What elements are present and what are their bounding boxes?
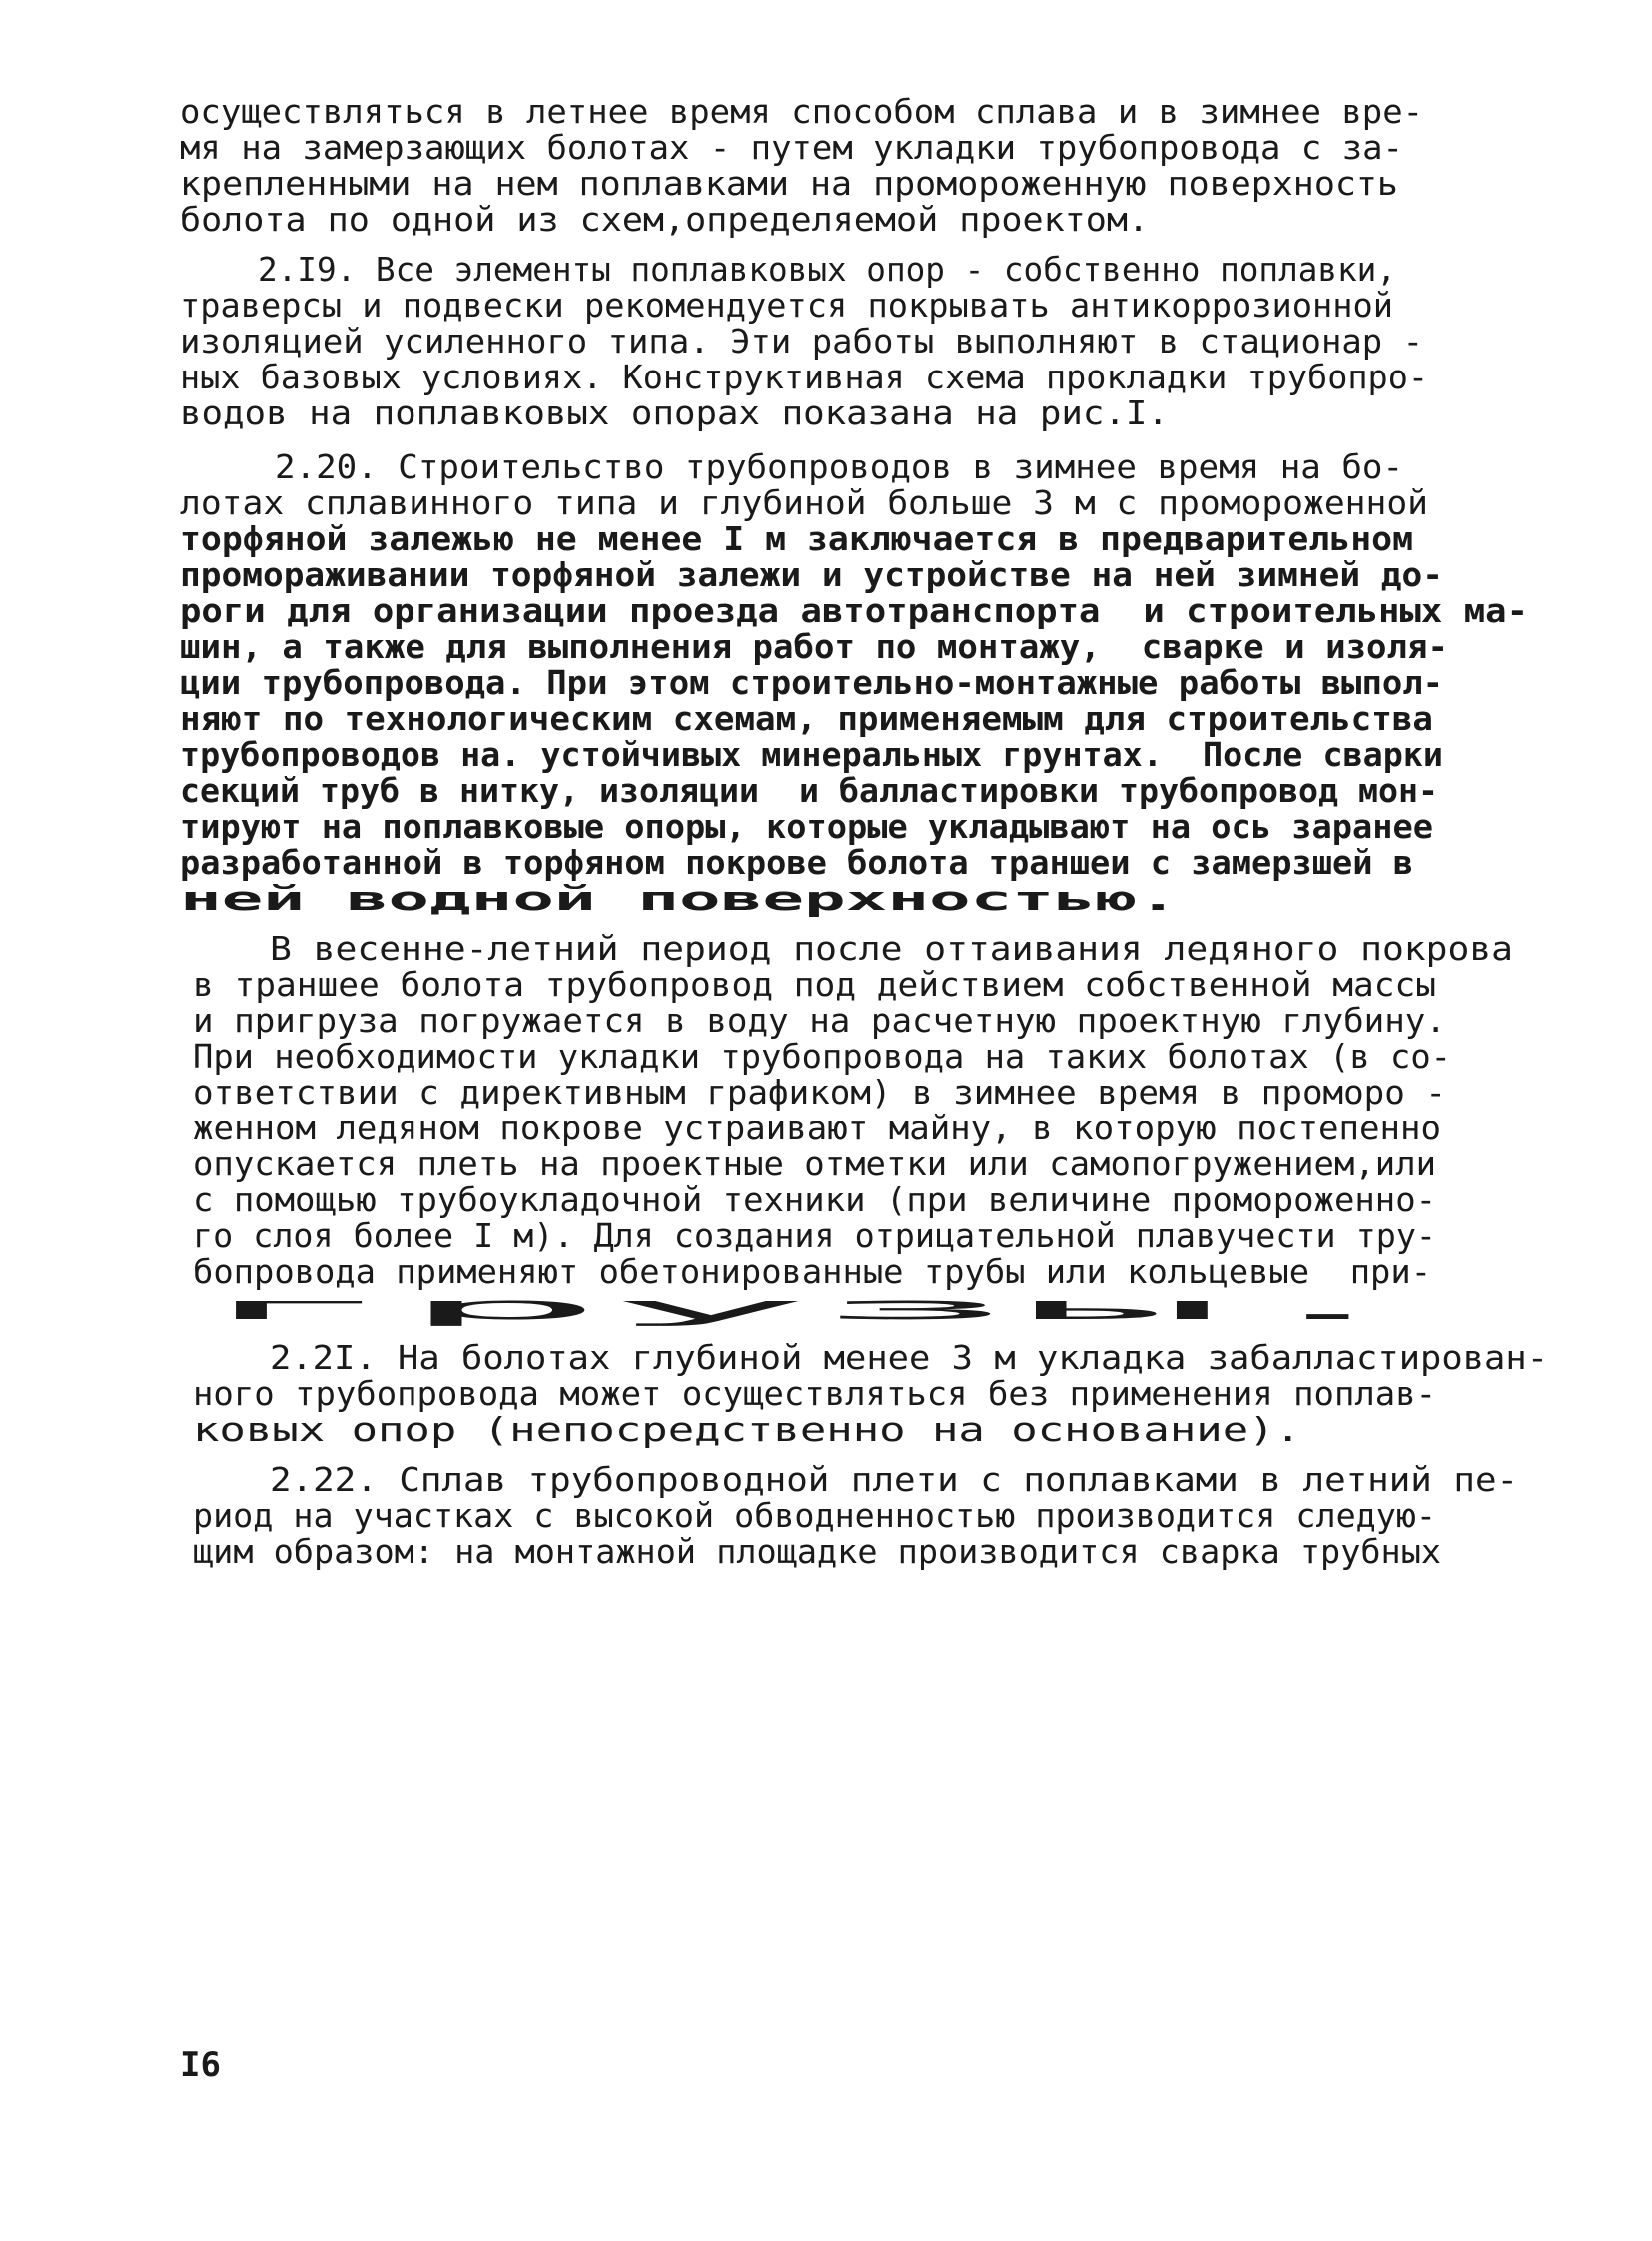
text-line: водов на поплавковых опорах показана на рис.I. — [180, 393, 1169, 432]
text-line: 2.I9. Все элементы поплавковых опор - собственно поплавки, — [258, 250, 1396, 289]
text-line: ней водной поверхностью. — [180, 879, 1180, 918]
text-line: мя на замерзающих болотах - путем укладки трубопровода с за- — [180, 128, 1403, 167]
text-line: щим образом: на монтажной площадке производится сварка трубных — [193, 1532, 1442, 1571]
text-line: опускается плеть на проектные отметки или самопогружением,или — [193, 1144, 1437, 1183]
text-line: 2.2I. На болотах глубиной менее 3 м укладка забалластирован- — [270, 1338, 1549, 1377]
text-line: няют по технологическим схемам, применяемым для строительства — [180, 699, 1433, 738]
text-line: промораживании торфяной залежи и устройстве на ней зимней до- — [180, 555, 1444, 594]
text-line: грузы. — [193, 1288, 1431, 1327]
text-line: лотах сплавинного типа и глубиной больше 3 м с промороженной — [180, 483, 1428, 522]
text-line: болота по одной из схем,определяемой проектом. — [180, 200, 1150, 239]
text-line: ных базовых условиях. Конструктивная схема прокладки трубопро- — [180, 358, 1429, 396]
text-line: тируют на поплавковые опоры, которые укладывают на ось заранее — [180, 807, 1433, 846]
text-line: и пригруза погружается в воду на расчетную проектную глубину. — [193, 1001, 1446, 1040]
text-line: изоляцией усиленного типа. Эти работы выполняют в стационар - — [180, 322, 1424, 361]
text-line: бопровода применяют обетонированные трубы или кольцевые при- — [193, 1252, 1432, 1291]
text-line: крепленными на нем поплавками на промороженную поверхность — [180, 164, 1398, 203]
page-number: I6 — [180, 2045, 221, 2085]
text-line: осуществляться в летнее время способом сплава и в зимнее вре- — [180, 92, 1424, 131]
text-line: 2.20. Строительство трубопроводов в зимнее время на бо- — [275, 447, 1403, 486]
text-line: шин, а также для выполнения работ по монтажу, сварке и изоля- — [180, 627, 1448, 666]
text-line: траверсы и подвески рекомендуется покрывать антикоррозионной — [180, 286, 1393, 325]
text-line: В весенне-летний период после оттаивания ледяного покрова — [270, 929, 1514, 968]
text-line: ного трубопровода может осуществляться без применения поплав- — [193, 1374, 1437, 1413]
text-line: ковых опор (непосредственно на основание). — [193, 1410, 1301, 1449]
text-line: ции трубопровода. При этом строительно-монтажные работы выпол- — [180, 663, 1444, 702]
text-line: в траншее болота трубопровод под действием собственной массы — [193, 965, 1436, 1004]
text-line: го слоя более I м). Для создания отрицательной плавучести тру- — [193, 1216, 1436, 1255]
text-line: При необходимости укладки трубопровода на таких болотах (в со- — [193, 1037, 1452, 1076]
text-line: роги для организации проезда автотранспорта и строительных ма- — [180, 591, 1529, 630]
text-line: секций труб в нитку, изоляции и балластировки трубопровод мон- — [180, 771, 1439, 810]
text-line: торфяной залежью не менее I м заключается в предварительном — [180, 519, 1414, 558]
text-line: 2.22. Сплав трубопроводной плети с поплавками в летний пе- — [270, 1460, 1519, 1499]
text-line: ответствии с директивным графиком) в зимнее время в проморо - — [193, 1073, 1446, 1112]
text-line: риод на участках с высокой обводненностью производится следую- — [193, 1496, 1436, 1535]
text-line: трубопроводов на. устойчивых минеральных грунтах. После сварки — [180, 735, 1443, 774]
text-line: женном ледяном покрове устраивают майну, в которую постепенно — [193, 1109, 1441, 1147]
text-line: с помощью трубоукладочной техники (при величине промороженно- — [193, 1180, 1437, 1219]
text-line: разработанной в торфяном покрове болота траншеи с замерзшей в — [180, 843, 1413, 882]
